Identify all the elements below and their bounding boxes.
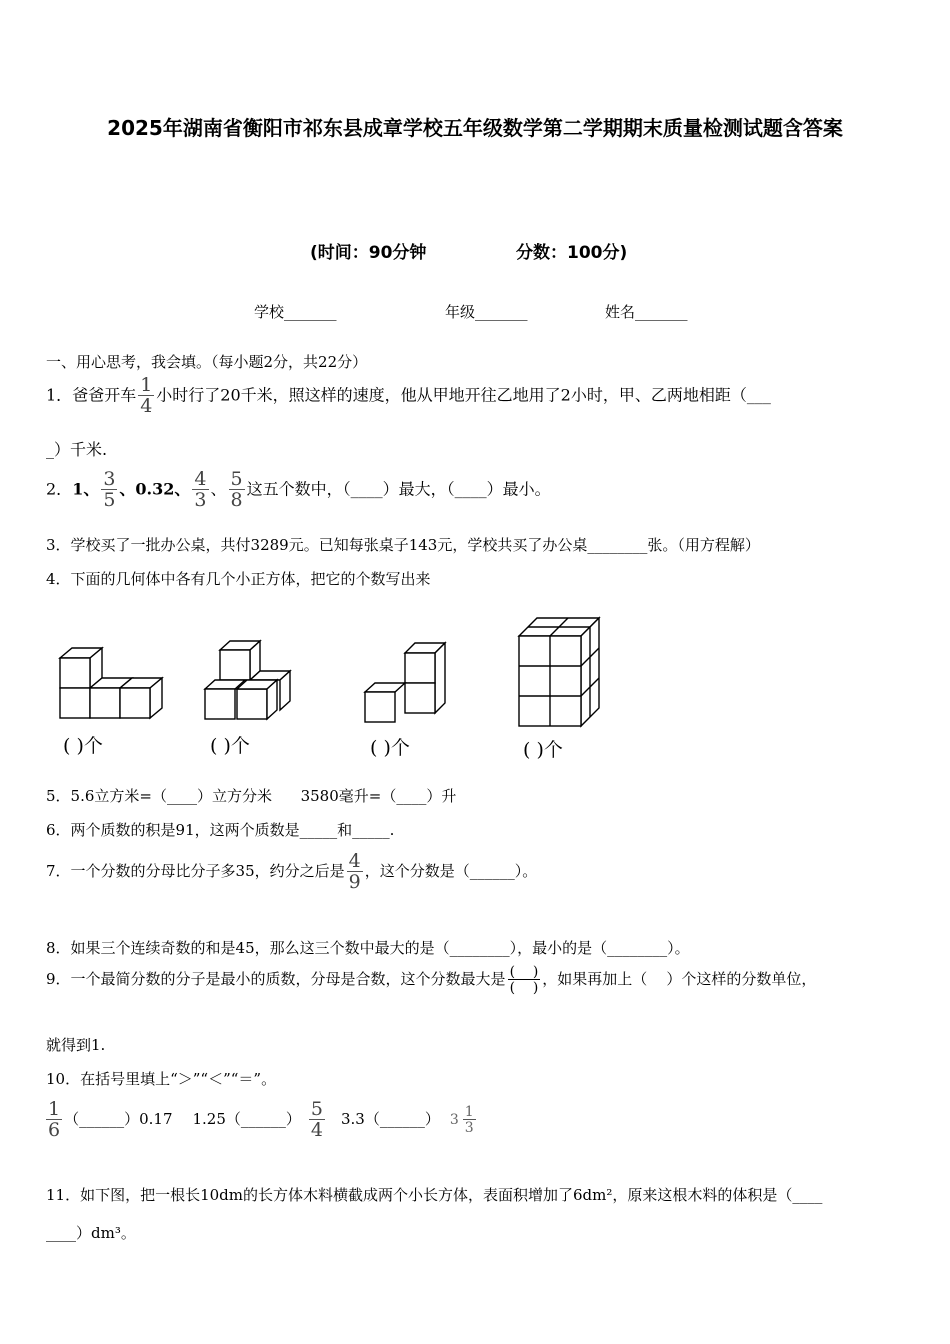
compare-item-3[interactable]: 3.3（______）: [341, 1110, 440, 1128]
question-number: 5．: [46, 787, 71, 805]
section-heading: 一、用心思考，我会填。（每小题2分，共22分）: [46, 353, 368, 371]
fraction: $\frac{4}{9}$: [348, 850, 361, 893]
page-title: 2025年湖南省衡阳市祁东县成章学校五年级数学第二学期期末质量检测试题含答案: [107, 116, 843, 140]
question-9-cont: 就得到1.: [46, 1036, 106, 1054]
question-number: 1．: [46, 385, 73, 405]
question-number: 4．: [46, 570, 71, 588]
cube-answer-1[interactable]: ( )个: [63, 735, 103, 757]
question-text: 学校买了一批办公桌，共付3289元。已知每张桌子143元，学校共买了办公桌________张。（用方程解）: [70, 536, 760, 554]
question-text: 一个分数的分母比分子多35，约分之后是: [70, 862, 345, 880]
question-1: [46, 376, 771, 416]
question-text: 两个质数的积是91，这两个质数是_____和_____.: [70, 821, 395, 839]
question-text: 小时行了20千米，照这样的速度，他从甲地开往乙地用了2小时，甲、乙两地相距（___: [156, 385, 771, 405]
question-11-cont: ____）dm³。: [46, 1224, 136, 1242]
question-11: [46, 1184, 822, 1205]
question-text: 如果三个连续奇数的和是45，那么这三个数中最大的是（________），最小的是（________）。: [70, 939, 690, 957]
question-1-cont: _）千米.: [46, 440, 108, 459]
compare-item-2[interactable]: 1.25（______）: [192, 1110, 301, 1128]
question-text: 1、: [72, 479, 100, 499]
cube-figure-4: [505, 610, 610, 735]
cube-figure-3: [355, 635, 455, 730]
fraction: $\frac{1}{3}$: [464, 1104, 474, 1136]
fraction: $\frac{1}{4}$: [140, 374, 153, 417]
fraction: $\frac{( )}{( )}$: [509, 964, 539, 996]
grade-field[interactable]: 年级_______: [445, 303, 528, 321]
question-10: [46, 1068, 276, 1089]
question-number: 9．: [46, 970, 71, 988]
fraction: $\frac{1}{6}$: [48, 1098, 61, 1141]
question-4: [46, 568, 431, 589]
cube-figure-2: [200, 630, 300, 725]
question-10-items: [44, 1100, 478, 1140]
question-2: [46, 470, 551, 510]
exam-time: (时间：90分钟: [310, 243, 427, 263]
question-number: 3．: [46, 536, 71, 554]
fraction: $\frac{5}{4}$: [310, 1098, 323, 1141]
question-number: 10．: [46, 1070, 81, 1088]
question-9: [46, 965, 816, 995]
question-text: ，如果再加上（ ）个这样的分数单位，: [542, 970, 817, 988]
question-number: 7．: [46, 862, 71, 880]
question-text: 一个最简分数的分子是最小的质数，分母是合数，这个分数最大是: [70, 970, 506, 988]
mixed-number-whole: 3: [449, 1112, 459, 1128]
question-text: 下面的几何体中各有几个小正方体，把它的个数写出来: [70, 570, 431, 588]
fraction: $\frac{4}{3}$: [194, 468, 207, 511]
question-number: 6．: [46, 821, 71, 839]
cube-answer-2[interactable]: ( )个: [210, 735, 250, 757]
question-text: 、0.32、: [119, 479, 191, 499]
cube-figure-1: [50, 610, 170, 725]
question-3: [46, 534, 760, 555]
cube-answer-3[interactable]: ( )个: [370, 737, 410, 759]
question-5: [46, 785, 456, 806]
question-text: 这五个数中，（____）最大，（____）最小。: [246, 479, 551, 499]
question-text: 、: [210, 479, 227, 499]
question-7: [46, 852, 537, 892]
question-6: [46, 819, 394, 840]
question-text: 如下图，把一根长10dm的长方体木料横截成两个小长方体，表面积增加了6dm²，原来这根木料的体积是（____: [80, 1186, 823, 1204]
fraction: $\frac{5}{8}$: [230, 468, 243, 511]
fraction: $\frac{3}{5}$: [103, 468, 116, 511]
cube-answer-4[interactable]: ( )个: [523, 739, 563, 761]
question-number: 2．: [46, 479, 73, 499]
question-text: 爸爸开车: [72, 385, 137, 405]
name-field[interactable]: 姓名_______: [605, 303, 688, 321]
question-number: 8．: [46, 939, 71, 957]
exam-score: 分数：100分): [516, 243, 628, 263]
question-text: 在括号里填上“＞”“＜”“＝”。: [80, 1070, 277, 1088]
compare-item-1[interactable]: （______）0.17: [64, 1110, 173, 1128]
question-8: [46, 937, 690, 958]
school-field[interactable]: 学校_______: [254, 303, 337, 321]
question-text: ，这个分数是（______）。: [364, 862, 538, 880]
question-number: 11．: [46, 1186, 81, 1204]
question-text: 5.6立方米=（____）立方分米 3580毫升=（____）升: [70, 787, 457, 805]
